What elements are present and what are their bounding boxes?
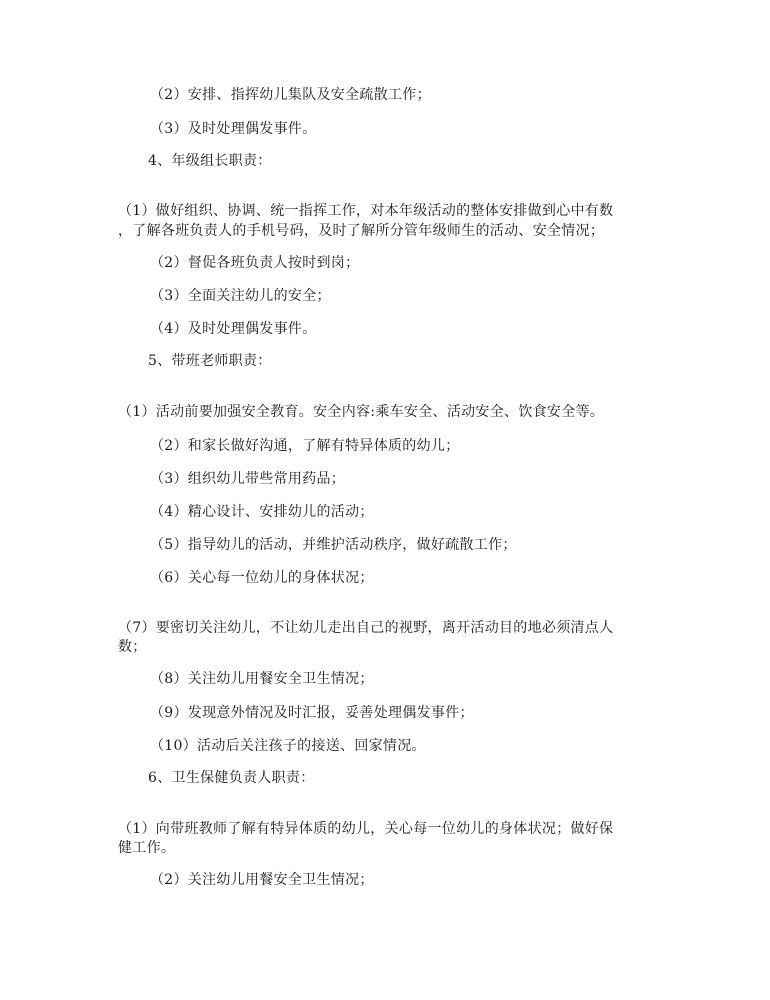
paragraph: （3）组织幼儿带些常用药品；	[150, 471, 346, 487]
section-heading: 4、年级组长职责：	[148, 153, 272, 169]
paragraph: （9）发现意外情况及时汇报，妥善处理偶发事件；	[150, 705, 474, 721]
paragraph: （7）要密切关注幼儿，不让幼儿走出自己的视野，离开活动目的地必须清点人	[118, 620, 614, 636]
paragraph: （2）关注幼儿用餐安全卫生情况；	[150, 872, 374, 888]
paragraph: （1）活动前要加强安全教育。安全内容:乘车安全、活动安全、饮食安全等。	[118, 404, 605, 420]
section-heading: 6、卫生保健负责人职责：	[148, 770, 315, 786]
paragraph: （2）和家长做好沟通，了解有特异体质的幼儿；	[150, 438, 460, 454]
paragraph: （1）向带班教师了解有特异体质的幼儿，关心每一位幼儿的身体状况；做好保	[118, 821, 614, 837]
paragraph: （8）关注幼儿用餐安全卫生情况；	[150, 671, 374, 687]
paragraph: （3）全面关注幼儿的安全；	[150, 288, 331, 304]
paragraph: （4）精心设计、安排幼儿的活动；	[150, 504, 374, 520]
section-heading: 5、带班老师职责：	[148, 353, 272, 369]
paragraph: （5）指导幼儿的活动，并维护活动秩序，做好疏散工作；	[150, 537, 517, 553]
paragraph: （10）活动后关注孩子的接送、回家情况。	[150, 738, 426, 754]
paragraph-continuation: 健工作。	[118, 840, 176, 856]
paragraph: （6）关心每一位幼儿的身体状况；	[150, 570, 374, 586]
paragraph: （3）及时处理偶发事件。	[150, 121, 317, 137]
paragraph-continuation: ，了解各班负责人的手机号码，及时了解所分管年级师生的活动、安全情况；	[118, 223, 605, 239]
paragraph: （4）及时处理偶发事件。	[150, 321, 317, 337]
paragraph: （2）安排、指挥幼儿集队及安全疏散工作；	[150, 87, 431, 103]
paragraph-continuation: 数；	[118, 639, 147, 655]
paragraph: （1）做好组织、协调、统一指挥工作，对本年级活动的整体安排做到心中有数	[118, 203, 614, 219]
paragraph: （2）督促各班负责人按时到岗；	[150, 255, 360, 271]
